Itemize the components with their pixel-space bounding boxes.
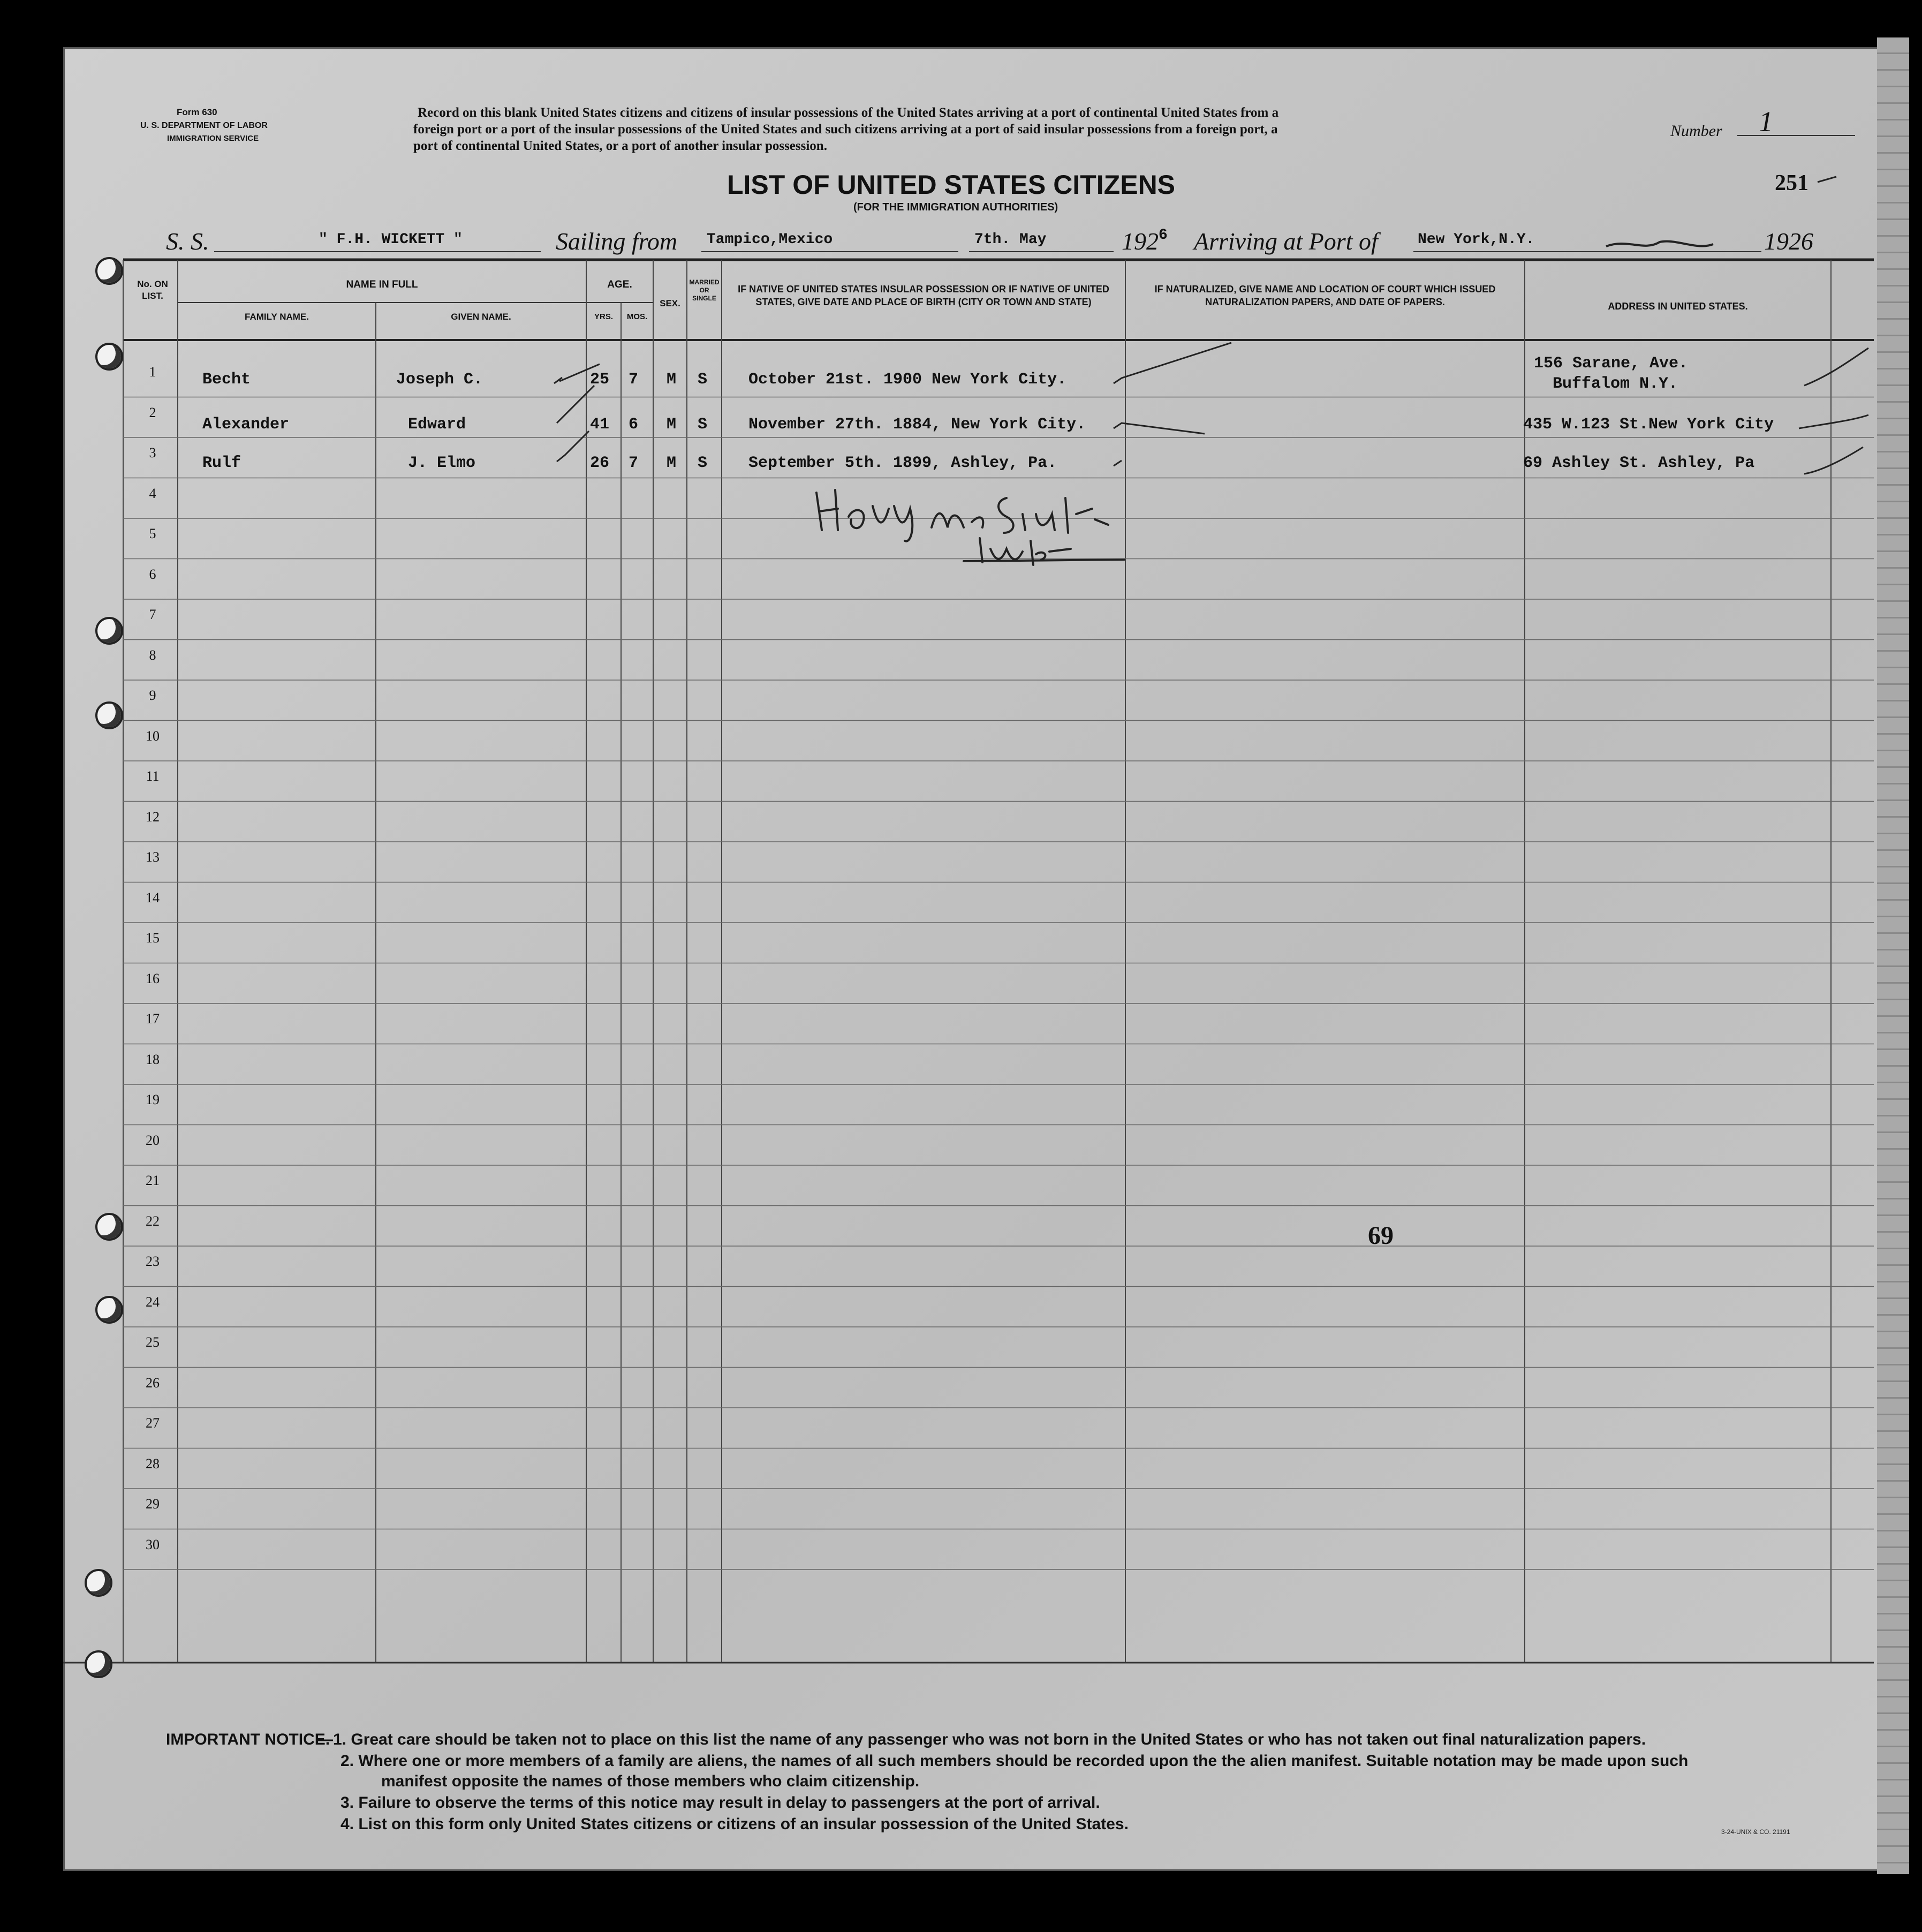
row-number: 16 (146, 970, 160, 986)
department-name: U. S. DEPARTMENT OF LABOR (140, 121, 268, 130)
row-number: 30 (146, 1536, 160, 1552)
page-subtitle: (FOR THE IMMIGRATION AUTHORITIES) (853, 201, 1058, 213)
row-1-sex: M (667, 371, 677, 389)
row-number: 10 (146, 728, 160, 744)
page-number: 251 (1775, 171, 1809, 195)
row-number: 1 (149, 364, 156, 380)
inspector-signature (816, 490, 1124, 565)
header-married: MARRIED OR SINGLE (689, 278, 720, 302)
header-family-name: FAMILY NAME. (245, 312, 309, 322)
ss-label: S. S. (166, 228, 209, 255)
row-2-age-years: 41 (590, 416, 610, 434)
arriving-port: New York,N.Y. (1418, 231, 1535, 248)
binder-hole-4 (95, 701, 123, 729)
number-label: Number (1670, 122, 1722, 140)
notice-item-4: 4. List on this form only United States citizens or citizens of an insular possession of the United States. (340, 1815, 1129, 1833)
row-1-family-name: Becht (202, 371, 251, 389)
notice-item-2: 2. Where one or more members of a family are aliens, the names of all such members should be recorded upon the the alien manifest. Suitable notation may be made upon such (340, 1752, 1689, 1770)
header-yrs: YRS. (594, 312, 613, 321)
row-number: 11 (146, 768, 160, 784)
ship-name: " F.H. WICKETT " (319, 231, 463, 248)
row-number: 29 (146, 1496, 160, 1512)
row-2-family-name: Alexander (202, 416, 290, 434)
row-number: 13 (146, 849, 160, 865)
row-1-address-line-1: 156 Sarane, Ave. (1534, 354, 1689, 373)
instruction-line-1: Record on this blank United States citizens and citizens of insular possessions of the United States arriving at a port of continental United States from a (418, 105, 1279, 120)
row-3-birth: September 5th. 1899, Ashley, Pa. (748, 454, 1057, 472)
row-1-birth: October 21st. 1900 New York City. (748, 371, 1067, 389)
row-1-marital-status: S (698, 371, 708, 389)
row-3-sex: M (667, 454, 677, 472)
row-3-family-name: Rulf (202, 454, 241, 472)
row-3-age-years: 26 (590, 454, 610, 472)
header-birth: IF NATIVE OF UNITED STATES INSULAR POSSESSION OR IF NATIVE OF UNITED STATES, GIVE DATE AND PLACE OF BIRTH (CITY OR TOWN AND STATE) (738, 284, 1109, 307)
row-2-sex: M (667, 416, 677, 434)
row-number: 23 (146, 1254, 160, 1269)
row-3-age-months: 7 (629, 454, 639, 472)
binder-hole-3 (95, 617, 123, 645)
notice-item-1: —1. Great care should be taken not to place on this list the name of any passenger who was not born in the United States or who has not taken out final naturalization papers. (317, 1731, 1646, 1748)
printer-mark: 3-24-UNIX & CO. 21191 (1721, 1828, 1790, 1836)
row-number: 3 (149, 445, 156, 461)
row-3-given-name: J. Elmo (408, 454, 476, 472)
row-number: 28 (146, 1455, 160, 1471)
header-given-name: GIVEN NAME. (451, 312, 511, 322)
row-number: 25 (146, 1334, 160, 1350)
row-number: 5 (149, 526, 156, 541)
header-age: AGE. (607, 279, 632, 290)
header-sex: SEX. (660, 298, 680, 308)
instruction-line-2: foreign port or a port of the insular possessions of the United States and such citizens arriving at a port of said insular possessions from a foreign port, a (413, 122, 1278, 137)
number-value: 1 (1759, 105, 1773, 138)
arriving-label: Arriving at Port of (1194, 228, 1378, 255)
row-number: 8 (149, 647, 156, 663)
row-3-address-line-1: 69 Ashley St. Ashley, Pa (1523, 454, 1755, 472)
row-2-age-months: 6 (629, 416, 639, 434)
row-2-address-line-1: 435 W.123 St.New York City (1523, 416, 1774, 434)
row-number: 17 (146, 1011, 160, 1027)
row-2-marital-status: S (698, 416, 708, 434)
row-number: 26 (146, 1375, 160, 1391)
binder-hole-5 (95, 1213, 123, 1241)
form-number: Form 630 (177, 107, 217, 117)
page-stamp-number: 69 (1368, 1221, 1394, 1250)
row-number: 15 (146, 930, 160, 946)
row-number: 20 (146, 1132, 160, 1148)
binder-hole-8 (85, 1650, 112, 1678)
row-number: 4 (149, 485, 156, 501)
row-number: 24 (146, 1294, 160, 1310)
header-no: No. ON LIST. (137, 279, 168, 301)
page-title: LIST OF UNITED STATES CITIZENS (727, 170, 1176, 200)
row-number: 21 (146, 1173, 160, 1188)
row-1-age-years: 25 (590, 371, 610, 389)
notice-label: IMPORTANT NOTICE. (166, 1731, 330, 1748)
row-2-birth: November 27th. 1884, New York City. (748, 416, 1086, 434)
year-prefix: 192 (1122, 228, 1159, 255)
header-address: ADDRESS IN UNITED STATES. (1608, 301, 1748, 312)
row-number: 14 (146, 889, 160, 905)
row-number: 9 (149, 688, 156, 703)
instruction-line-3: port of continental United States, or a port of another insular possession. (413, 139, 827, 153)
row-number: 22 (146, 1213, 160, 1229)
sailing-label: Sailing from (556, 228, 678, 255)
sailing-date: 7th. May (974, 231, 1047, 248)
binder-hole-1 (95, 257, 123, 285)
year-suffix: 6 (1159, 227, 1168, 244)
row-2-given-name: Edward (408, 416, 466, 434)
sailing-from: Tampico,Mexico (707, 231, 833, 248)
header-mos: MOS. (626, 312, 648, 321)
binder-hole-2 (95, 343, 123, 371)
row-number: 18 (146, 1051, 160, 1067)
row-3-marital-status: S (698, 454, 708, 472)
row-number: 27 (146, 1415, 160, 1431)
row-1-given-name: Joseph C. (396, 371, 483, 389)
row-1-address-line-2: Buffalom N.Y. (1553, 375, 1678, 393)
service-name: IMMIGRATION SERVICE (167, 134, 259, 143)
header-name-in-full: NAME IN FULL (346, 279, 418, 290)
row-number: 19 (146, 1092, 160, 1107)
row-number: 7 (149, 607, 156, 622)
row-number: 6 (149, 566, 156, 582)
arrival-year: 1926 (1764, 228, 1813, 255)
notice-item-3: 3. Failure to observe the terms of this notice may result in delay to passengers at the port of arrival. (340, 1794, 1100, 1812)
binder-hole-7 (85, 1569, 112, 1597)
header-naturalized: IF NATURALIZED, GIVE NAME AND LOCATION OF COURT WHICH ISSUED NATURALIZATION PAPERS, AND DATE OF PAPERS. (1154, 284, 1496, 307)
row-1-age-months: 7 (629, 371, 639, 389)
row-number: 12 (146, 809, 160, 825)
row-number: 2 (149, 404, 156, 420)
notice-item-2-continued: manifest opposite the names of those members who claim citizenship. (381, 1772, 920, 1790)
binder-hole-6 (95, 1296, 123, 1324)
